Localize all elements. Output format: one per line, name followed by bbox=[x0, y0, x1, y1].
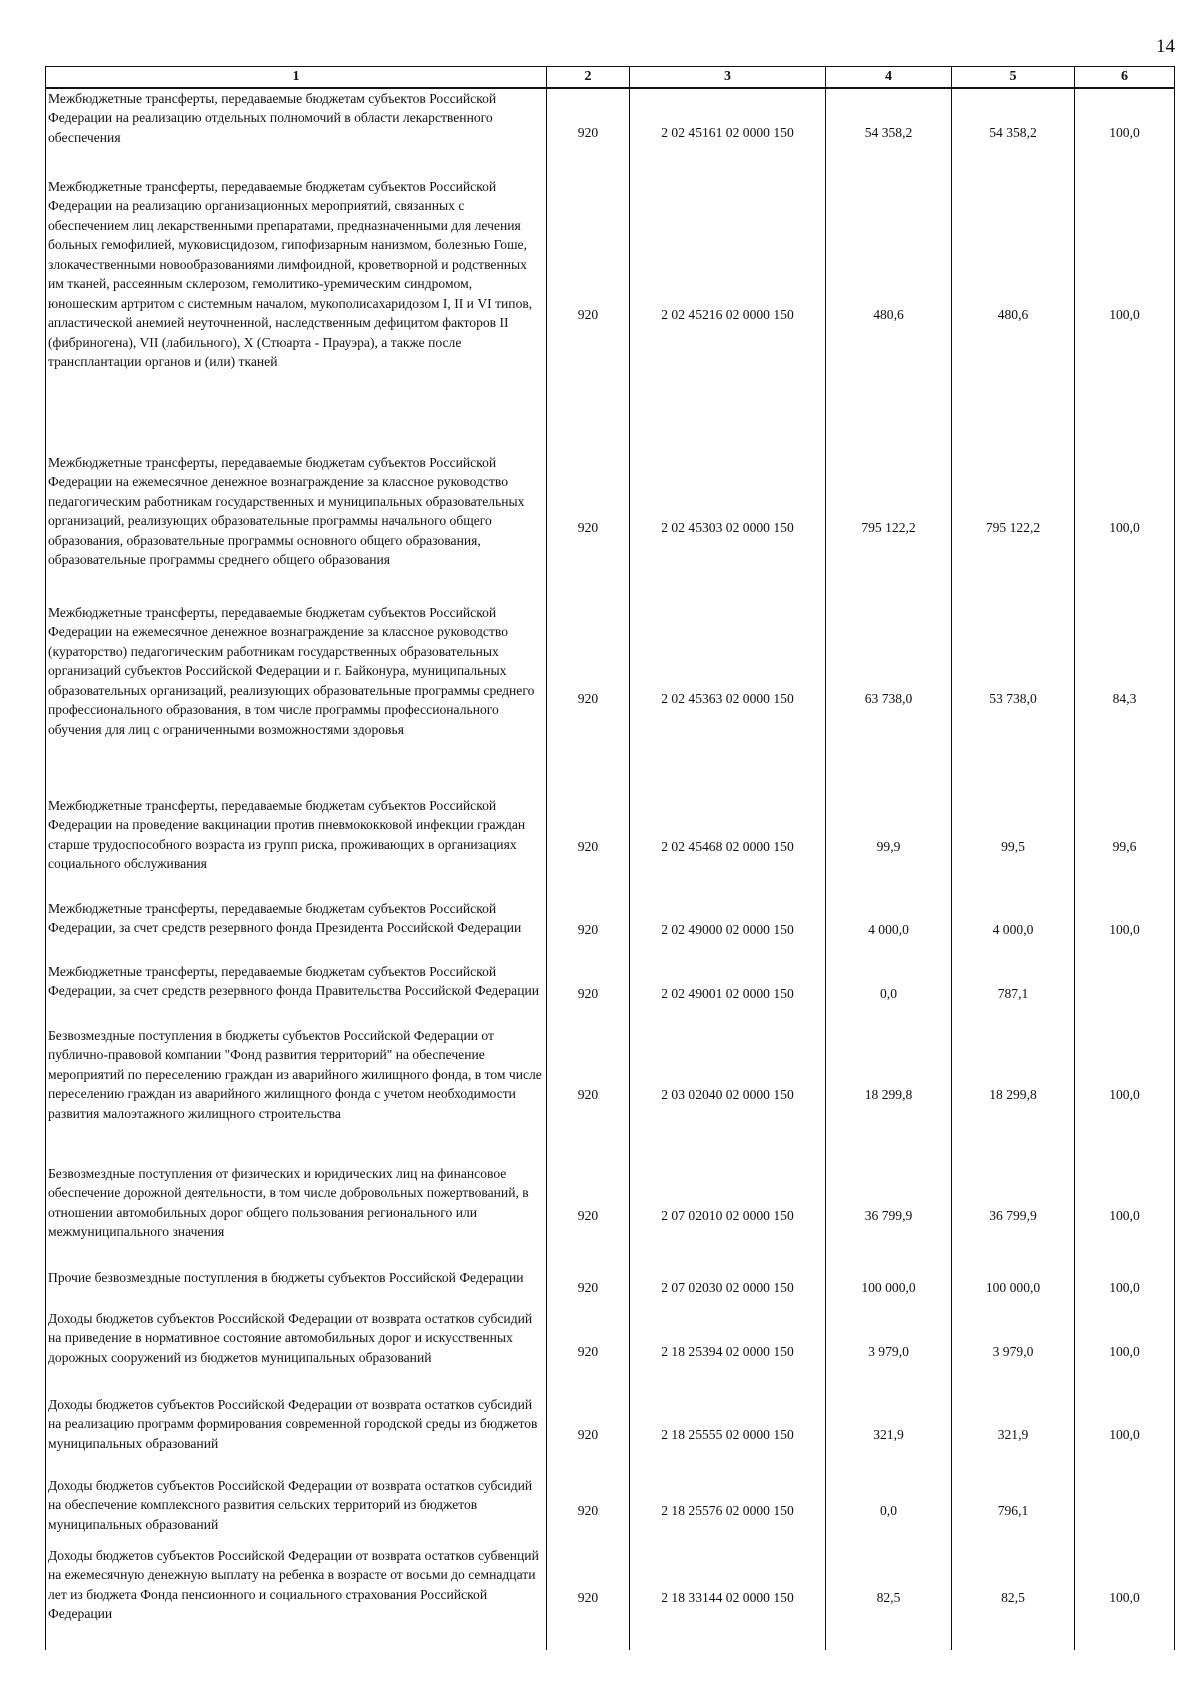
row-description: Межбюджетные трансферты, передаваемые бюджетам субъектов Российской Федерации на реализацию отдельных полномочий в области лекарственного обеспечения bbox=[46, 88, 547, 177]
row-description: Прочие безвозмездные поступления в бюджеты субъектов Российской Федерации bbox=[46, 1268, 547, 1309]
row-admin-code: 920 bbox=[547, 899, 630, 962]
row-admin-code: 920 bbox=[547, 1164, 630, 1268]
row-description: Межбюджетные трансферты, передаваемые бюджетам субъектов Российской Федерации на проведение вакцинации против пневмококковой инфекции граждан старше трудоспособного возраста из групп риска, проживающих в организациях социального обслуживания bbox=[46, 796, 547, 899]
row-budget-code: 2 07 02010 02 0000 150 bbox=[630, 1164, 826, 1268]
row-admin-code: 920 bbox=[547, 796, 630, 899]
row-description: Доходы бюджетов субъектов Российской Федерации от возврата остатков субсидий на реализацию программ формирования современной городской среды из бюджетов муниципальных образований bbox=[46, 1395, 547, 1476]
row-actual-amount: 796,1 bbox=[952, 1476, 1075, 1546]
budget-revenue-table bbox=[45, 66, 1175, 1650]
table-row bbox=[46, 1546, 1175, 1650]
row-budget-code: 2 18 25555 02 0000 150 bbox=[630, 1395, 826, 1476]
row-actual-amount: 321,9 bbox=[952, 1395, 1075, 1476]
row-actual-amount: 36 799,9 bbox=[952, 1164, 1075, 1268]
row-budget-code: 2 18 33144 02 0000 150 bbox=[630, 1546, 826, 1650]
row-budget-code: 2 02 49000 02 0000 150 bbox=[630, 899, 826, 962]
row-description: Межбюджетные трансферты, передаваемые бюджетам субъектов Российской Федерации на ежемесячное денежное вознаграждение за классное руководство (кураторство) педагогическим работникам государственных образовательных организаций субъектов Российской Федерации и г. Байконура, муниципальных образовательных организаций, реализующих образовательные программы среднего профессионального образования, в том числе программы профессионального обучения для лиц с ограниченными возможностями здоровья bbox=[46, 603, 547, 796]
table-row bbox=[46, 962, 1175, 1026]
row-actual-amount: 100 000,0 bbox=[952, 1268, 1075, 1309]
row-admin-code: 920 bbox=[547, 177, 630, 453]
row-execution-percent: 100,0 bbox=[1075, 1268, 1175, 1309]
row-admin-code: 920 bbox=[547, 1309, 630, 1395]
table-row bbox=[46, 603, 1175, 796]
row-planned-amount: 321,9 bbox=[826, 1395, 952, 1476]
row-admin-code: 920 bbox=[547, 1395, 630, 1476]
row-admin-code: 920 bbox=[547, 1476, 630, 1546]
row-execution-percent: 100,0 bbox=[1075, 1309, 1175, 1395]
row-planned-amount: 63 738,0 bbox=[826, 603, 952, 796]
row-budget-code: 2 02 49001 02 0000 150 bbox=[630, 962, 826, 1026]
column-header-6: 6 bbox=[1075, 67, 1175, 88]
row-admin-code: 920 bbox=[547, 962, 630, 1026]
row-planned-amount: 4 000,0 bbox=[826, 899, 952, 962]
row-description: Межбюджетные трансферты, передаваемые бюджетам субъектов Российской Федерации на реализацию организационных мероприятий, связанных с обеспечением лиц лекарственными препаратами, предназначенными для лечения больных гемофилией, муковисцидозом, гипофизарным нанизмом, болезнью Гоше, злокачественными новообразованиями лимфоидной, кроветворной и родственных им тканей, рассеянным склерозом, гемолитико-уремическим синдромом, юношеским артритом с системным началом, мукополисахаридозом I, II и VI типов, апластической анемией неуточненной, наследственным дефицитом факторов II (фибриногена), VII (лабильного), X (Стюарта - Прауэра), а также после трансплантации органов и (или) тканей bbox=[46, 177, 547, 453]
row-description: Безвозмездные поступления от физических и юридических лиц на финансовое обеспечение дорожной деятельности, в том числе добровольных пожертвований, в отношении автомобильных дорог общего пользования регионального или межмуниципального значения bbox=[46, 1164, 547, 1268]
table-row bbox=[46, 796, 1175, 899]
table-row bbox=[46, 1026, 1175, 1164]
row-planned-amount: 795 122,2 bbox=[826, 453, 952, 603]
table-row bbox=[46, 1309, 1175, 1395]
row-planned-amount: 18 299,8 bbox=[826, 1026, 952, 1164]
row-description: Доходы бюджетов субъектов Российской Федерации от возврата остатков субсидий на обеспечение комплексного развития сельских территорий из бюджетов муниципальных образований bbox=[46, 1476, 547, 1546]
table-row bbox=[46, 899, 1175, 962]
row-budget-code: 2 07 02030 02 0000 150 bbox=[630, 1268, 826, 1309]
row-planned-amount: 0,0 bbox=[826, 1476, 952, 1546]
row-description: Межбюджетные трансферты, передаваемые бюджетам субъектов Российской Федерации, за счет средств резервного фонда Президента Российской Федерации bbox=[46, 899, 547, 962]
row-description: Безвозмездные поступления в бюджеты субъектов Российской Федерации от публично-правовой компании "Фонд развития территорий" на обеспечение мероприятий по переселению граждан из аварийного жилищного фонда, в том числе переселению граждан из аварийного жилищного фонда с учетом необходимости развития малоэтажного жилищного строительства bbox=[46, 1026, 547, 1164]
row-execution-percent: 100,0 bbox=[1075, 453, 1175, 603]
row-actual-amount: 795 122,2 bbox=[952, 453, 1075, 603]
table-row bbox=[46, 177, 1175, 453]
row-execution-percent bbox=[1075, 1476, 1175, 1546]
row-budget-code: 2 02 45363 02 0000 150 bbox=[630, 603, 826, 796]
row-description: Доходы бюджетов субъектов Российской Федерации от возврата остатков субвенций на ежемесячную денежную выплату на ребенка в возрасте от восьми до семнадцати лет из бюджета Фонда пенсионного и социального страхования Российской Федерации bbox=[46, 1546, 547, 1650]
page-number: 14 bbox=[1156, 36, 1175, 57]
row-planned-amount: 82,5 bbox=[826, 1546, 952, 1650]
row-actual-amount: 480,6 bbox=[952, 177, 1075, 453]
table-row bbox=[46, 1476, 1175, 1546]
row-admin-code: 920 bbox=[547, 1026, 630, 1164]
row-actual-amount: 99,5 bbox=[952, 796, 1075, 899]
row-execution-percent: 99,6 bbox=[1075, 796, 1175, 899]
row-description: Межбюджетные трансферты, передаваемые бюджетам субъектов Российской Федерации на ежемесячное денежное вознаграждение за классное руководство педагогическим работникам государственных и муниципальных образовательных организаций, реализующих образовательные программы начального общего образования, образовательные программы основного общего образования, образовательные программы среднего общего образования bbox=[46, 453, 547, 603]
table-row bbox=[46, 1164, 1175, 1268]
column-header-1: 1 bbox=[46, 67, 547, 88]
row-budget-code: 2 02 45303 02 0000 150 bbox=[630, 453, 826, 603]
column-header-5: 5 bbox=[952, 67, 1075, 88]
row-admin-code: 920 bbox=[547, 1546, 630, 1650]
row-planned-amount: 3 979,0 bbox=[826, 1309, 952, 1395]
row-admin-code: 920 bbox=[547, 1268, 630, 1309]
row-execution-percent: 100,0 bbox=[1075, 88, 1175, 177]
row-actual-amount: 787,1 bbox=[952, 962, 1075, 1026]
row-planned-amount: 99,9 bbox=[826, 796, 952, 899]
row-budget-code: 2 02 45161 02 0000 150 bbox=[630, 88, 826, 177]
row-actual-amount: 82,5 bbox=[952, 1546, 1075, 1650]
table-row bbox=[46, 1268, 1175, 1309]
row-budget-code: 2 03 02040 02 0000 150 bbox=[630, 1026, 826, 1164]
row-actual-amount: 3 979,0 bbox=[952, 1309, 1075, 1395]
column-number-header-row bbox=[46, 67, 1175, 88]
column-header-4: 4 bbox=[826, 67, 952, 88]
row-planned-amount: 36 799,9 bbox=[826, 1164, 952, 1268]
row-admin-code: 920 bbox=[547, 603, 630, 796]
row-planned-amount: 100 000,0 bbox=[826, 1268, 952, 1309]
table-row bbox=[46, 88, 1175, 177]
row-execution-percent: 84,3 bbox=[1075, 603, 1175, 796]
row-execution-percent: 100,0 bbox=[1075, 177, 1175, 453]
row-admin-code: 920 bbox=[547, 88, 630, 177]
row-budget-code: 2 18 25394 02 0000 150 bbox=[630, 1309, 826, 1395]
row-description: Межбюджетные трансферты, передаваемые бюджетам субъектов Российской Федерации, за счет средств резервного фонда Правительства Российской Федерации bbox=[46, 962, 547, 1026]
column-header-2: 2 bbox=[547, 67, 630, 88]
row-execution-percent: 100,0 bbox=[1075, 899, 1175, 962]
row-actual-amount: 53 738,0 bbox=[952, 603, 1075, 796]
row-execution-percent bbox=[1075, 962, 1175, 1026]
table-row bbox=[46, 453, 1175, 603]
row-planned-amount: 480,6 bbox=[826, 177, 952, 453]
row-execution-percent: 100,0 bbox=[1075, 1395, 1175, 1476]
row-planned-amount: 54 358,2 bbox=[826, 88, 952, 177]
row-description: Доходы бюджетов субъектов Российской Федерации от возврата остатков субсидий на приведение в нормативное состояние автомобильных дорог и искусственных дорожных сооружений из бюджетов муниципальных образований bbox=[46, 1309, 547, 1395]
row-budget-code: 2 18 25576 02 0000 150 bbox=[630, 1476, 826, 1546]
row-execution-percent: 100,0 bbox=[1075, 1026, 1175, 1164]
row-actual-amount: 18 299,8 bbox=[952, 1026, 1075, 1164]
row-budget-code: 2 02 45216 02 0000 150 bbox=[630, 177, 826, 453]
row-planned-amount: 0,0 bbox=[826, 962, 952, 1026]
row-execution-percent: 100,0 bbox=[1075, 1164, 1175, 1268]
table-row bbox=[46, 1395, 1175, 1476]
column-header-3: 3 bbox=[630, 67, 826, 88]
row-actual-amount: 4 000,0 bbox=[952, 899, 1075, 962]
row-budget-code: 2 02 45468 02 0000 150 bbox=[630, 796, 826, 899]
row-execution-percent: 100,0 bbox=[1075, 1546, 1175, 1650]
row-actual-amount: 54 358,2 bbox=[952, 88, 1075, 177]
row-admin-code: 920 bbox=[547, 453, 630, 603]
